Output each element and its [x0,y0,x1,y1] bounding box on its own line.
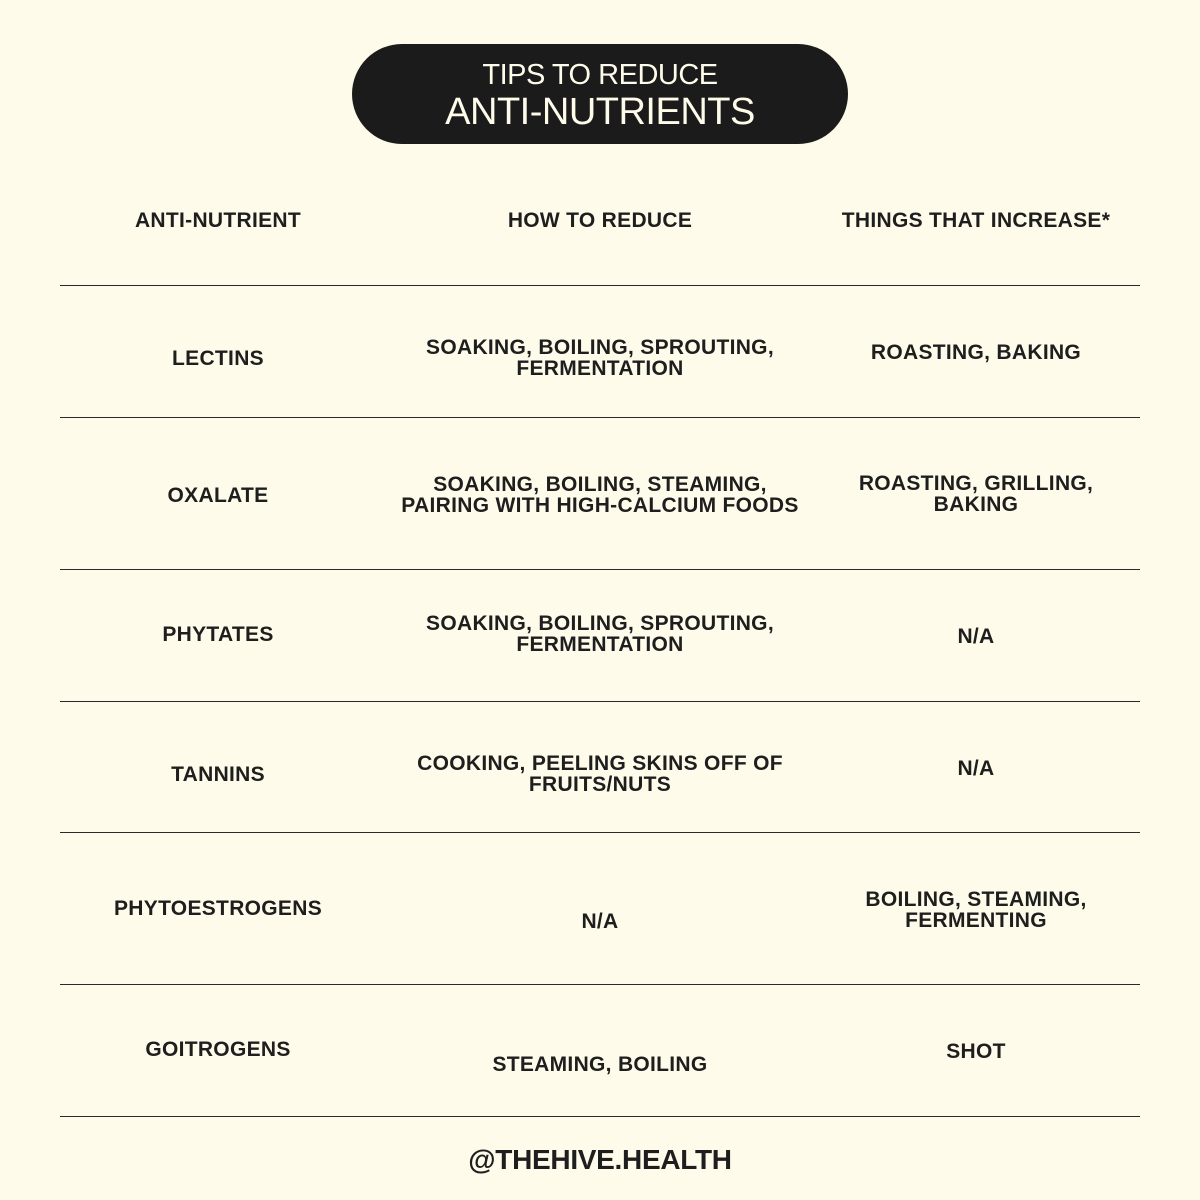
things-that-increase-cell: ROASTING, GRILLING, BAKING [858,472,1094,516]
divider [60,984,1140,985]
table-row [60,330,1140,386]
divider [60,569,1140,570]
how-to-reduce-cell: SOAKING, BOILING, STEAMING, PAIRING WITH HIGH-CALCIUM FOODS [401,473,799,517]
divider [60,285,1140,286]
how-to-reduce-cell: SOAKING, BOILING, SPROUTING, FERMENTATION [426,612,774,656]
header-things-that-increase: THINGS THAT INCREASE* [841,208,1111,232]
footer-handle: @THEHIVE.HEALTH [468,1144,732,1175]
divider [60,417,1140,418]
things-that-increase-cell: BOILING, STEAMING, FERMENTING [865,888,1087,932]
how-to-reduce-cell: N/A [581,909,619,933]
divider [60,1116,1140,1117]
title-line-2: ANTI-NUTRIENTS [445,91,755,133]
table-row [60,460,1140,530]
header-how-to-reduce: HOW TO REDUCE [507,208,693,232]
divider [60,701,1140,702]
things-that-increase-cell: ROASTING, BAKING [870,340,1082,364]
table-header-row [60,190,1140,250]
anti-nutrient-cell: GOITROGENS [145,1037,291,1061]
anti-nutrient-cell: LECTINS [172,346,264,370]
divider [60,832,1140,833]
anti-nutrient-cell: OXALATE [167,483,269,507]
header-anti-nutrient: ANTI-NUTRIENT [134,208,302,232]
how-to-reduce-cell: SOAKING, BOILING, SPROUTING, FERMENTATION [426,336,774,380]
title-banner [352,44,848,144]
things-that-increase-cell: SHOT [946,1039,1006,1063]
table-row [60,746,1140,802]
anti-nutrient-cell: TANNINS [171,762,265,786]
how-to-reduce-cell: STEAMING, BOILING [492,1052,708,1076]
table-row [60,606,1140,662]
table-row [60,1030,1140,1076]
things-that-increase-cell: N/A [957,756,995,780]
how-to-reduce-cell: COOKING, PEELING SKINS OFF OF FRUITS/NUTS [417,752,783,796]
title-line-1: TIPS TO REDUCE [482,59,718,91]
anti-nutrient-cell: PHYTOESTROGENS [113,897,323,920]
anti-nutrient-cell: PHYTATES [162,622,274,646]
table-row [60,880,1140,940]
things-that-increase-cell: N/A [957,624,995,648]
